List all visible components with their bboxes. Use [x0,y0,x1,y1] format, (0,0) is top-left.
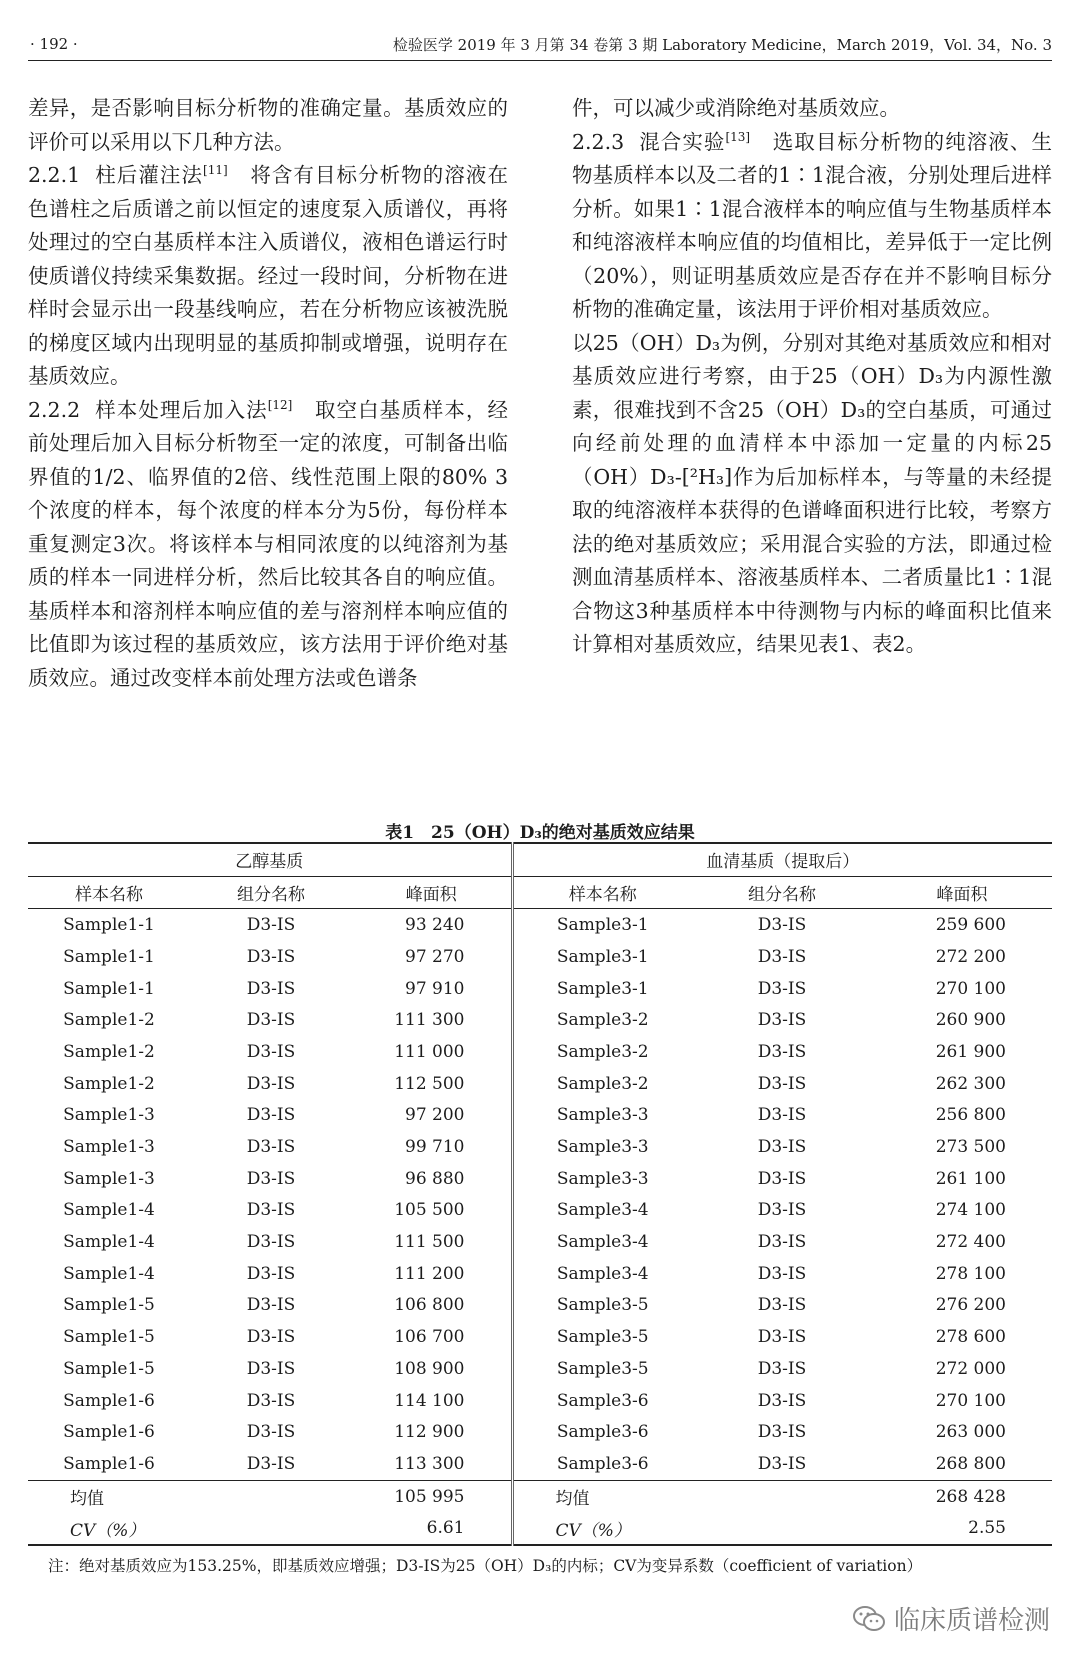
section-2-2-3 [572,126,1052,327]
peak-area-cell: 278 600 [935,1327,1006,1348]
table-row [28,941,1052,973]
cv-value-serum: 2.55 [872,1512,1052,1545]
left-column [28,92,508,695]
table-row [28,1448,1052,1480]
table-row [28,1036,1052,1068]
peak-area-cell: 268 800 [935,1453,1006,1474]
component-cell: D3-IS [246,1390,296,1411]
mean-value-serum: 268 428 [872,1480,1052,1512]
peak-area-cell: 114 100 [394,1390,465,1411]
component-cell: D3-IS [757,978,807,999]
peak-area-cell: 272 400 [935,1232,1006,1253]
sample-name-cell: Sample1-5 [63,1295,155,1316]
sample-name-cell: Sample3-2 [512,1036,692,1068]
peak-area-cell: 273 500 [935,1137,1006,1158]
table-row [28,1290,1052,1322]
component-cell: D3-IS [757,1041,807,1062]
section-body: 将含有目标分析物的溶液在色谱柱之后质谱之前以恒定的速度泵入质谱仪，再将处理过的空白基质样本注入质谱仪，液相色谱运行时使质谱仪持续采集数据。经过一段时间，分析物在进样时会显示出一段基线响应，若在分析物应该被洗脱的梯度区域内出现明显的基质抑制或增强，说明存在基质效应。 [28,163,508,388]
component-cell: D3-IS [757,1327,807,1348]
peak-area-cell: 105 500 [394,1200,465,1221]
table-row [28,1100,1052,1132]
section-number: 2.2.3 [572,129,625,154]
sample-name-cell: Sample3-6 [512,1385,692,1417]
page-number: · 192 · [30,35,78,53]
table-row [28,1068,1052,1100]
component-cell: D3-IS [246,1358,296,1379]
peak-area-cell: 270 100 [935,1390,1006,1411]
component-cell: D3-IS [757,1422,807,1443]
sample-name-cell: Sample3-3 [512,1100,692,1132]
sample-name-cell: Sample3-2 [512,1068,692,1100]
table-column-header [28,876,1052,909]
section-number: 2.2.1 [28,163,81,187]
results-table [28,842,1052,1546]
sample-name-cell: Sample3-1 [512,973,692,1005]
sample-name-cell: Sample1-3 [63,1105,155,1126]
component-cell: D3-IS [246,1327,296,1348]
table-cell [692,1512,872,1545]
component-cell: D3-IS [246,1263,296,1284]
peak-area-cell: 111 200 [394,1263,465,1284]
section-number: 2.2.2 [28,397,81,422]
peak-area-cell: 261 900 [935,1041,1006,1062]
peak-area-cell: 274 100 [935,1200,1006,1221]
mean-label: 均值 [512,1480,692,1512]
table-row [28,909,1052,941]
section-title: 样本处理后加入法 [94,397,268,422]
section-body: 取空白基质样本，经前处理后加入目标分析物至一定的浓度，可制备出临界值的1/2、临界值的2倍、线性范围上限的80% 3个浓度的样本，每个浓度的样本分为5份，每份样本重复测定3次。将该样本与相同浓度的以纯溶剂为基质的样本一同进样分析，然后比较其各自的响应值。基质样本和溶剂样本响应值的差与溶剂样本响应值的比值即为该过程的基质效应，该方法用于评价绝对基质效应。通过改变样本前处理方法或色谱条 [28,397,508,690]
table-row [28,1226,1052,1258]
peak-area-cell: 261 100 [935,1168,1006,1189]
component-cell: D3-IS [246,946,296,967]
peak-area-cell: 97 270 [405,946,465,967]
sample-name-cell: Sample1-1 [63,978,155,999]
sample-name-cell: Sample1-6 [63,1453,155,1474]
sample-name-cell: Sample1-4 [63,1263,155,1284]
peak-area-cell: 97 200 [405,1105,465,1126]
table-row [28,1385,1052,1417]
sample-name-cell: Sample1-2 [63,1073,155,1094]
peak-area-cell: 113 300 [394,1453,465,1474]
table-row [28,1258,1052,1290]
cv-label: CV（%） [512,1512,692,1545]
sample-name-cell: Sample1-5 [63,1327,155,1348]
component-cell: D3-IS [246,1168,296,1189]
peak-area-cell: 263 000 [935,1422,1006,1443]
peak-area-cell: 97 910 [405,978,465,999]
component-cell: D3-IS [246,1137,296,1158]
group-header-ethanol: 乙醇基质 [28,843,512,876]
component-cell: D3-IS [246,1073,296,1094]
reference: [11] [203,163,228,178]
sample-name-cell: Sample1-5 [63,1358,155,1379]
peak-area-cell: 260 900 [935,1010,1006,1031]
peak-area-cell: 278 100 [935,1263,1006,1284]
table-row [28,1131,1052,1163]
page-header [30,30,1052,58]
peak-area-cell: 112 500 [394,1073,465,1094]
peak-area-cell: 111 000 [394,1041,465,1062]
component-cell: D3-IS [246,1010,296,1031]
peak-area-cell: 96 880 [405,1168,465,1189]
column-header: 样本名称 [28,876,190,909]
peak-area-cell: 106 800 [394,1295,465,1316]
cv-label: CV（%） [28,1512,190,1545]
component-cell: D3-IS [246,1295,296,1316]
sample-name-cell: Sample3-5 [512,1290,692,1322]
sample-name-cell: Sample3-4 [512,1195,692,1227]
group-header-serum: 血清基质（提取后） [512,843,1052,876]
peak-area-cell: 262 300 [935,1073,1006,1094]
section-title: 混合实验 [638,129,726,154]
component-cell: D3-IS [757,1232,807,1253]
peak-area-cell: 106 700 [394,1327,465,1348]
sample-name-cell: Sample1-4 [63,1232,155,1253]
peak-area-cell: 272 000 [935,1358,1006,1379]
section-2-2-2 [28,394,508,696]
peak-area-cell: 112 900 [394,1422,465,1443]
sample-name-cell: Sample1-3 [63,1137,155,1158]
table-caption: 表1 25（OH）D₃的绝对基质效应结果 [385,823,695,843]
component-cell: D3-IS [757,1453,807,1474]
peak-area-cell: 276 200 [935,1295,1006,1316]
component-cell: D3-IS [246,1041,296,1062]
column-header: 样本名称 [512,876,692,909]
sample-name-cell: Sample3-3 [512,1163,692,1195]
sample-name-cell: Sample1-6 [63,1422,155,1443]
component-cell: D3-IS [190,909,352,941]
sample-name-cell: Sample1-6 [63,1390,155,1411]
sample-name-cell: Sample1-2 [63,1010,155,1031]
table-group-header [28,843,1052,876]
wechat-icon [852,1605,886,1633]
component-cell: D3-IS [246,1200,296,1221]
sample-name-cell: Sample3-1 [512,941,692,973]
right-column [572,92,1052,662]
sample-name-cell: Sample1-1 [63,946,155,967]
table-row [28,1163,1052,1195]
header-rule [28,60,1052,61]
peak-area-cell: 93 240 [352,909,512,941]
component-cell: D3-IS [246,1232,296,1253]
table-row [28,1321,1052,1353]
table-cell [190,1480,352,1512]
reference: [13] [725,129,751,144]
paragraph: 以25（OH）D₃为例，分别对其绝对基质效应和相对基质效应进行考察，由于25（OH）D₃为内源性激素，很难找到不含25（OH）D₃的空白基质，可通过向经前处理的血清样本中添加一定量的内标25（OH）D₃-[²H₃]作为后加标样本，与等量的未经提取的纯溶液样本获得的色谱峰面积进行比较，考察方法的绝对基质效应；采用混合实验的方法，即通过检测血清基质样本、溶液基质样本、二者质量比1∶1混合物这3种基质样本中待测物与内标的峰面积比值来计算相对基质效应，结果见表1、表2。 [572,330,1052,656]
sample-name-cell: Sample3-2 [512,1004,692,1036]
mean-label: 均值 [28,1480,190,1512]
component-cell: D3-IS [757,1010,807,1031]
watermark-text: 临床质谱检测 [893,1606,1050,1636]
column-header: 组分名称 [190,876,352,909]
component-cell: D3-IS [757,1073,807,1094]
sample-name-cell: Sample3-6 [512,1416,692,1448]
component-cell: D3-IS [757,1295,807,1316]
cv-value-ethanol: 6.61 [352,1512,512,1545]
table-row [28,1416,1052,1448]
sample-name-cell: Sample3-6 [512,1448,692,1480]
table-row-mean [28,1480,1052,1512]
peak-area-cell: 108 900 [394,1358,465,1379]
section-2-2-1 [28,159,508,394]
section-title: 柱后灌注法 [94,163,204,187]
peak-area-cell: 259 600 [872,909,1052,941]
sample-name-cell: Sample3-4 [512,1258,692,1290]
peak-area-cell: 270 100 [935,978,1006,999]
sample-name-cell: Sample1-1 [28,909,190,941]
section-body: 选取目标分析物的纯溶液、生物基质样本以及二者的1∶1混合液，分别处理后进样分析。如果1∶1混合液样本的响应值与生物基质样本和纯溶液样本响应值的均值相比，差异低于一定比例（20%），则证明基质效应是否存在并不影响目标分析物的准确定量，该法用于评价相对基质效应。 [572,129,1052,321]
component-cell: D3-IS [757,1168,807,1189]
sample-name-cell: Sample3-5 [512,1321,692,1353]
peak-area-cell: 256 800 [935,1105,1006,1126]
table-note: 注：绝对基质效应为153.25%，即基质效应增强；D3-IS为25（OH）D₃的内标；CV为变异系数（coefficient of variation） [48,1557,923,1575]
journal-citation: 检验医学 2019 年 3 月第 34 卷第 3 期 Laboratory Medicine，March 2019，Vol. 34，No. 3 [392,35,1052,54]
table-row [28,1353,1052,1385]
table-body [28,909,1052,1480]
paragraph: 件，可以减少或消除绝对基质效应。 [572,96,900,120]
table-1 [28,842,1052,1546]
component-cell: D3-IS [757,1137,807,1158]
component-cell: D3-IS [757,946,807,967]
peak-area-cell: 111 500 [394,1232,465,1253]
sample-name-cell: Sample1-2 [63,1041,155,1062]
peak-area-cell: 111 300 [394,1010,465,1031]
reference: [12] [267,397,293,412]
column-header: 峰面积 [872,876,1052,909]
column-header: 峰面积 [352,876,512,909]
component-cell: D3-IS [692,909,872,941]
component-cell: D3-IS [757,1390,807,1411]
table-row-cv [28,1512,1052,1545]
sample-name-cell: Sample1-3 [63,1168,155,1189]
table-cell [692,1480,872,1512]
sample-name-cell: Sample3-4 [512,1226,692,1258]
column-header: 组分名称 [692,876,872,909]
component-cell: D3-IS [757,1105,807,1126]
table-row [28,1004,1052,1036]
component-cell: D3-IS [757,1200,807,1221]
table-row [28,973,1052,1005]
component-cell: D3-IS [246,1105,296,1126]
component-cell: D3-IS [757,1358,807,1379]
component-cell: D3-IS [246,1422,296,1443]
component-cell: D3-IS [246,1453,296,1474]
table-row [28,1195,1052,1227]
component-cell: D3-IS [246,978,296,999]
mean-value-ethanol: 105 995 [352,1480,512,1512]
sample-name-cell: Sample3-5 [512,1353,692,1385]
sample-name-cell: Sample1-4 [63,1200,155,1221]
watermark [852,1600,1050,1637]
sample-name-cell: Sample3-3 [512,1131,692,1163]
paragraph: 差异，是否影响目标分析物的准确定量。基质效应的评价可以采用以下几种方法。 [28,96,508,154]
table-cell [190,1512,352,1545]
peak-area-cell: 272 200 [935,946,1006,967]
sample-name-cell: Sample3-1 [512,909,692,941]
peak-area-cell: 99 710 [405,1137,465,1158]
component-cell: D3-IS [757,1263,807,1284]
